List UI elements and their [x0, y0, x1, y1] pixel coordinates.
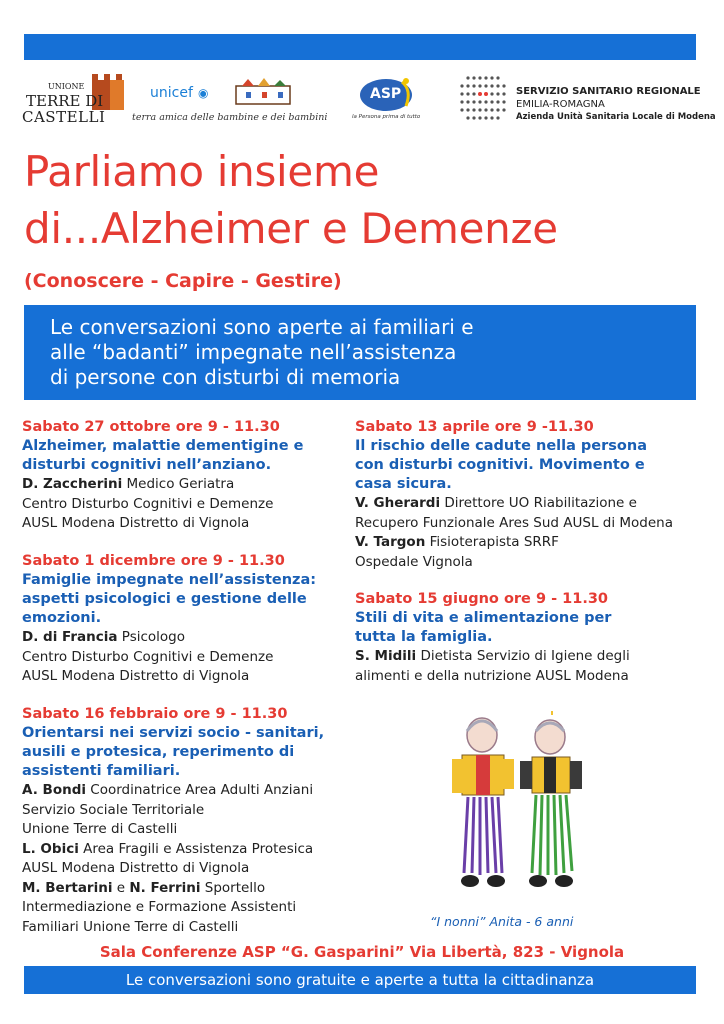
speaker-name: A. Bondi	[22, 782, 86, 798]
logo-unicef: unicef ◉	[150, 85, 209, 101]
speaker-name: N. Ferrini	[129, 879, 201, 896]
event-27-ottobre: Sabato 27 ottobre ore 9 - 11.30 Alzheimer, malattie dementigine e disturbi cognitivi nell’anziano. D. Zaccherini Medico Geriatra Centro Disturbo Cognitivi e Demenze AUSL Modena Distretto di Vignola	[22, 418, 342, 534]
event-date: Sabato 27 ottobre ore 9 - 11.30	[22, 419, 280, 435]
speaker-name: L. Obici	[22, 840, 79, 857]
page-title: Parliamo insieme di...Alzheimer e Demenze	[24, 147, 558, 253]
event-date: Sabato 13 aprile ore 9 -11.30	[355, 419, 594, 435]
event-13-aprile: Sabato 13 aprile ore 9 -11.30 Il rischio delle cadute nella persona con disturbi cognitivi. Movimento e casa sicura. V. Gherardi Direttore UO Riabilitazione e Recupero Funzionale Ares Sud AUSL di Modena V. Targon Fisioterapista SRRF Ospedale Vignola	[355, 418, 690, 572]
event-date: Sabato 15 giugno ore 9 - 11.30	[355, 591, 609, 607]
event-topic: Stili di vita e alimentazione per	[355, 610, 612, 626]
grandparents-drawing-image	[440, 705, 600, 900]
event-15-giugno: Sabato 15 giugno ore 9 - 11.30 Stili di vita e alimentazione per tutta la famiglia. S. Midili Dietista Servizio di Igiene degli alimenti e della nutrizione AUSL Modena	[355, 590, 690, 686]
event-topic: Famiglie impegnate nell’assistenza:	[22, 572, 317, 588]
event-1-dicembre: Sabato 1 dicembre ore 9 - 11.30 Famiglie impegnate nell’assistenza: aspetti psicologici e gestione delle emozioni. D. di Francia Psicologo Centro Disturbo Cognitivi e Demenze AUSL Modena Distretto di Vignola	[22, 552, 342, 687]
logo-unione-terre-di-castelli: UNIONE TERRE DI CASTELLI	[22, 80, 134, 130]
drawing-caption: “I nonni” Anita - 6 anni	[430, 914, 574, 929]
event-date: Sabato 16 febbraio ore 9 - 11.30	[22, 706, 288, 722]
logo-asp: ASP la Persona prima di tutto	[352, 70, 422, 126]
event-topic: Il rischio delle cadute nella persona	[355, 438, 647, 454]
intro-banner: Le conversazioni sono aperte ai familiari e alle “badanti” impegnate nell’assistenza di persone con disturbi di memoria	[24, 305, 696, 400]
speaker-name: V. Targon	[355, 534, 426, 550]
town-drawing-icon	[234, 76, 292, 106]
globe-icon: ◉	[197, 86, 209, 100]
event-16-febbraio: Sabato 16 febbraio ore 9 - 11.30 Orientarsi nei servizi socio - sanitari, ausili e protesica, reperimento di assistenti familiari. A. Bondi Coordinatrice Area Adulti Anziani Servizio Sociale Territoriale Unione Terre di Castelli L. Obici Area Fragili e Assistenza Protesica AUSL Modena Distretto di Vignola M. Bertarini e N. Ferrini Sportello Intermediazione e Formazione Assistenti Familiari Unione Terre di Castelli	[22, 705, 342, 937]
speaker-name: V. Gherardi	[355, 495, 441, 511]
venue-line: Sala Conferenze ASP “G. Gasparini” Via Libertà, 823 - Vignola	[99, 943, 625, 961]
event-topic: Alzheimer, malattie dementigine e	[22, 438, 304, 454]
footer-banner: Le conversazioni sono gratuite e aperte a tutta la cittadinanza	[24, 966, 696, 994]
event-topic: Orientarsi nei servizi socio - sanitari,	[22, 725, 325, 741]
ssr-dots-icon	[458, 72, 508, 122]
speaker-name: D. Zaccherini	[22, 476, 123, 492]
page-subtitle: (Conoscere - Capire - Gestire)	[24, 270, 342, 292]
event-date: Sabato 1 dicembre ore 9 - 11.30	[22, 553, 285, 569]
top-blue-bar	[24, 34, 696, 60]
speaker-name: S. Midili	[355, 648, 417, 664]
speaker-name: M. Bertarini	[22, 879, 113, 896]
logos-row: UNIONE TERRE DI CASTELLI unicef ◉ terra amica delle bambine e dei bambini ASP la Persona prima di tutto SERVIZIO SANITARIO REGIONALE EMILIA-ROMAGNA Azienda Unità Sanitaria Locale di Modena	[22, 68, 702, 130]
speaker-name: D. di Francia	[22, 629, 118, 645]
